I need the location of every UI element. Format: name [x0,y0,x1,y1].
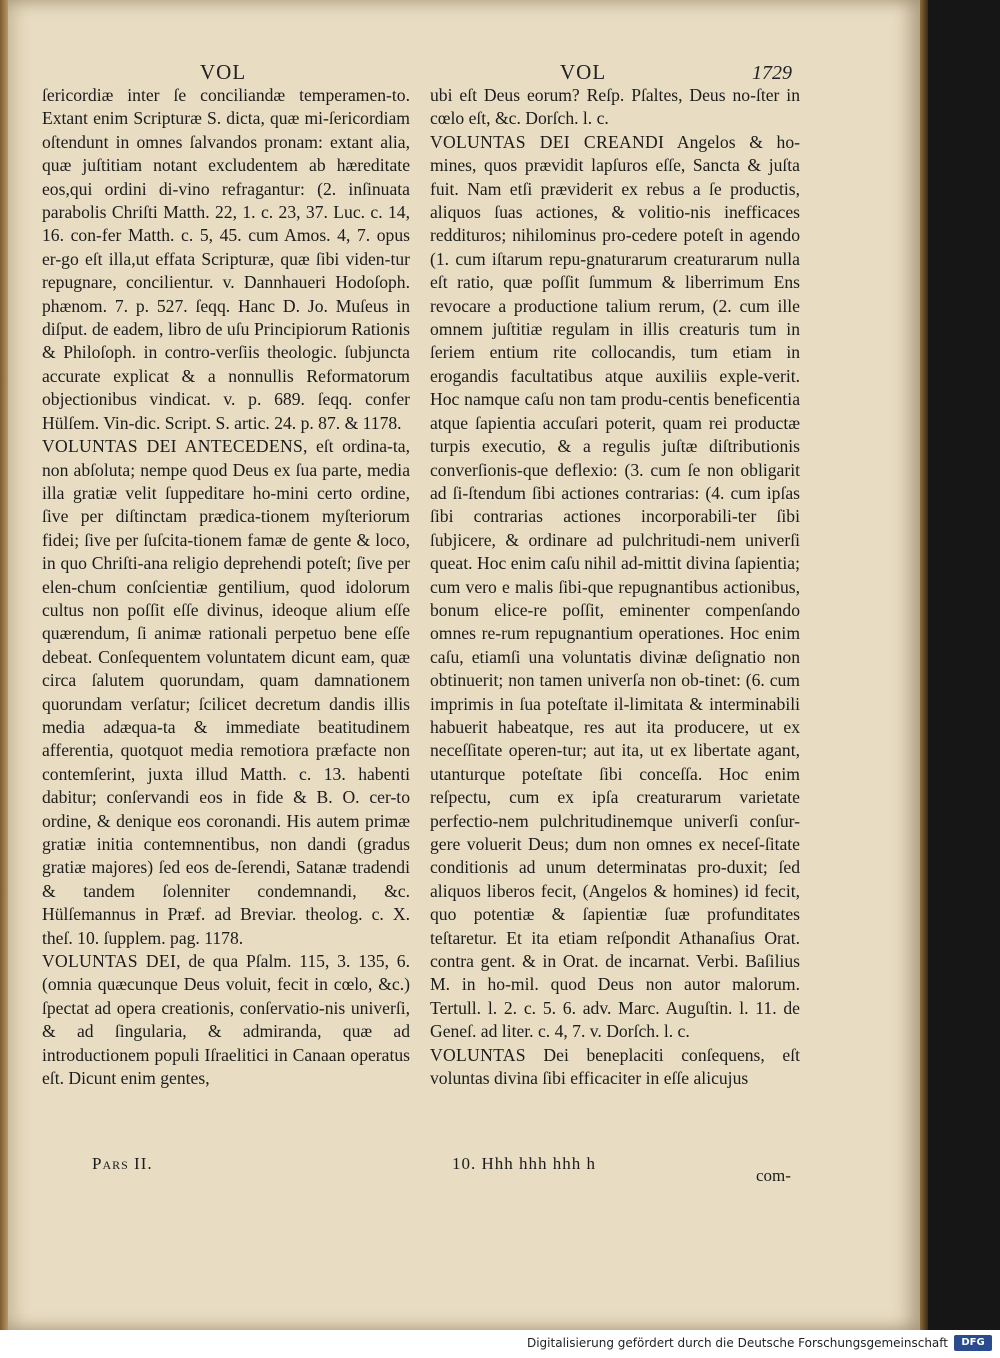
footer-bar [0,1330,1000,1358]
entry-term: VOLUNTAS [430,1044,526,1065]
entry-text: Dei beneplaciti conſequens, eſt voluntas divina ſibi efficaciter in eſſe alicujus [430,1044,800,1089]
entry-text: , eſt ordina-ta, non abſoluta; nempe quod Deus ex ſua parte, media illa gratiæ velit ſuppeditare ho-mini certo ordine, ſive per diſtinctam prædica-tionem myſteriorum fidei; ſive per ſuſcita-tionem famæ de gente & loco, in quo Chriſti-ana religio deprehendi poteſt; ſive per elen-chum conſcientiæ gentilium, quod idolorum cultus non poſſit eſſe divinus, ideoque alium eſſe quærendum, ſi animæ rationali perpetuo bene eſſe debeat. Conſequentem voluntatem dicunt eam, quæ circa ſalutem quorundam, quam damnationem quorundam verſatur; ſcilicet decretum dandis illis media adæqua-ta & immediate beatitudinem afferentia, quotquot media remotiora præfacte non contemſerint, juxta illud Matth. c. 13. habenti dabitur; conſervandi eos in fide & B. O. cer-to ordine, & denique eos coronandi. His autem primæ gratiæ initia contemnentibus, non dandi (gradus gratiæ majores) ſed eos de-ſerendi, Satanæ tradendi & tandem ſolenniter condemnandi, &c. Hülſemannus in Præf. ad Breviar. theolog. c. X. theſ. 10. ſupplem. pag. 1178. [42,436,411,948]
running-head-right: VOL [560,60,607,84]
entry-voluntas-dei [42,950,410,1090]
page-left-edge [0,0,8,1330]
catchword: com- [756,1166,791,1185]
signature-left: Pars II. [92,1154,153,1173]
running-head-left: VOL [200,60,247,84]
entry-voluntas-dei-creandi [430,131,800,1044]
book-page [8,0,920,1330]
paragraph-text: ſericordiæ inter ſe conciliandæ temperamen-to. Extant enim Scripturæ S. dicta, quæ mi-ſericordiam oſtendunt in omnes ſalvandos pronam: extant alia, quæ juſtitiam notant excludentem ab hæreditate eos,qui ordini di-vino refragantur: (2. inſinuata parabolis Chriſti Matth. 22, 1. c. 23, 37. Luc. c. 14, 16. con-fer Matth. c. 5, 45. cum Amos. 4, 7. opus er-go eſt illa,ut effata Scripturæ, quæ ſibi viden-tur repugnare, concilientur. v. Dannhaueri Hodoſoph. phænom. 7. p. 527. ſeqq. Hanc D. Jo. Muſeus in diſput. de eadem, libro de uſu Principiorum Rationis & Philoſoph. in contro-verſiis theologic. ſubjuncta accurate explicat & a nonnullis Reformatorum objectionibus vindicat. v. p. 689. ſeqq. confer Hülſem. Vin-dic. Script. S. artic. 24. p. 87. & 1178. [42,85,410,433]
right-column [430,84,800,1090]
left-continuation-paragraph [42,84,410,435]
right-continuation-paragraph [430,84,800,131]
page-right-edge [920,0,928,1330]
paragraph-text: ubi eſt Deus eorum? Reſp. Pſaltes, Deus no-ſter in cœlo eſt, &c. Dorſch. l. c. [430,85,800,129]
entry-voluntas-beneplaciti [430,1044,800,1091]
entry-text: , de qua Pſalm. 115, 3. 135, 6. (omnia quæcunque Deus voluit, fecit in cœlo, &c.) ſpectat ad opera creationis, conſervatio-nis univerſi, & ad ſingularia, & admiranda, quæ ad introductionem populi Iſraelitici in Canaan operatus eſt. Dicunt enim gentes, [42,951,410,1089]
entry-text: Angelos & ho-mines, quos prævidit lapſuros eſſe, Sancta & juſta fuit. Nam etſi præviderit ex rebus a ſe productis, aliquos ſuas actiones, & volitio-nis inefficaces reddituros; nihilominus pro-cedere poteſt in agendo (1. cum iſtarum repu-gnaturarum creaturarum nulla eſt ratio, quæ poſſit ſummum & liberrimum Ens revocare a productione talium rerum, (2. cum ille omnem juſtitiæ regulam in illis creaturis tum in ſeriem entium rite collocandis, tum etiam in erogandis facultatibus atque auxiliis exple-verit. Hoc namque caſu non tam produ-centis beneficentia atque ſapientia accuſari poterit, quam rei productæ turpis executio, & a regulis juſtæ diſtributionis converſionis-que deflexio: (3. cum ſe non obligarit ad ſi-ſtendum ſibi actiones contrarias: (4. cum ipſas ſibi contrarias actiones incorporabili-ter ſibi ſubjicere, & ordinare ad pulchritudi-nem univerſi queat. Hoc enim caſu nihil ad-mittit divina ſapientia; cum vero e malis ſibi-que repugnantibus actionibus, bonum elice-re poſſit, eminenter compenſando omnes re-rum repugnantium operationes. Hoc enim caſu, etiamſi una voluntatis divinæ deſignatio non obtinuerit; non tamen univerſa non ob-tinet: (6. cum imprimis in ſua poteſtate il-limitata & interminabili habuerit habeatque, res aut ita producere, ut ex neceſſitate operen-tur; aut ita, ut ex libertate agant, utanturque poteſtate ſibi conceſſa. Hoc enim reſpectu, cum ex ipſa creaturarum varietate perfectio-nem pulchritudinemque univerſi conſur-gere voluerit Deus; dum non omnes ex neceſ-ſitate conditionis ad unum determinatas pro-duxit; ſed aliquos liberos fecit, (Angelos & homines) id fecit, quo potentiæ & ſapientiæ ſuæ profunditates teſtaretur. Et ita etiam reſpondit Athanaſius Orat. contra gent. & in Orat. de incarnat. Verbi. Baſilius M. in ho-mil. quod Deus non autor malorum. Tertull. l. 2. c. 5. 6. adv. Marc. Auguſtin. l. 11. de Geneſ. ad liter. c. 4, 7. v. Dorſch. l. c. [430,131,800,1042]
digitization-credit: Digitalisierung gefördert durch die Deutsche Forschungsgemeinschaft [526,1336,948,1350]
entry-term: VOLUNTAS DEI CREANDI [430,131,665,152]
entry-term: VOLUNTAS DEI ANTECEDENS [42,436,304,457]
dfg-logo-icon: DFG [954,1335,992,1351]
signature-right: 10. Hhh hhh hhh h [452,1154,597,1173]
entry-voluntas-antecedens [42,435,410,950]
entry-term: VOLUNTAS DEI [42,951,177,972]
left-column [42,84,410,1090]
page-number: 1729 [752,62,792,84]
